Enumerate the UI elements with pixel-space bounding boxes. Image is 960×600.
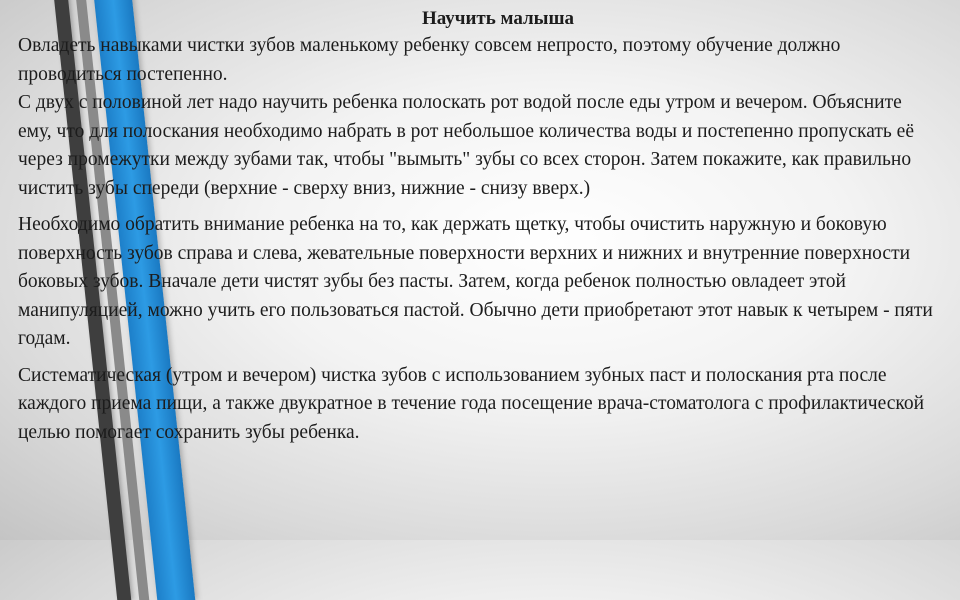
paragraph-systematic: Систематическая (утром и вечером) чистка зубов с использованием зубных паст и полоскания рта после каждого приема пищи, а также двукратное в течение года посещение врача-стоматолога с профилактической целью помогает сохранить зубы ребенка.: [18, 364, 925, 443]
paragraph-intro: Овладеть навыками чистки зубов маленькому ребенку совсем непросто, поэтому обучение должно проводиться постепенно.: [18, 35, 841, 85]
slide-title: Научить малыша: [421, 8, 575, 29]
slide-content: [18, 6, 938, 447]
paragraph-brushing: Необходимо обратить внимание ребенка на то, как держать щетку, чтобы очистить наружную и боковую поверхность зубов справа и слева, жевательные поверхности верхних и нижних и внутренние поверхности боковых зубов. Вначале дети чистят зубы без пасты. Затем, когда ребенок полностью овладеет этой манипуляцией, можно учить его пользоваться пастой. Обычно дети приобретают этот навык к четырем - пяти годам.: [18, 214, 933, 349]
paragraph-rinsing: С двух с половиной лет надо научить ребенка полоскать рот водой после еды утром и вечером. Объясните ему, что для полоскания необходимо набрать в рот небольшое количества воды и постепенно пропускать её через промежутки между зубами так, чтобы "вымыть" зубы со всех сторон. Затем покажите, как правильно чистить зубы спереди (верхние - сверху вниз, нижние - снизу вверх.): [18, 92, 914, 199]
